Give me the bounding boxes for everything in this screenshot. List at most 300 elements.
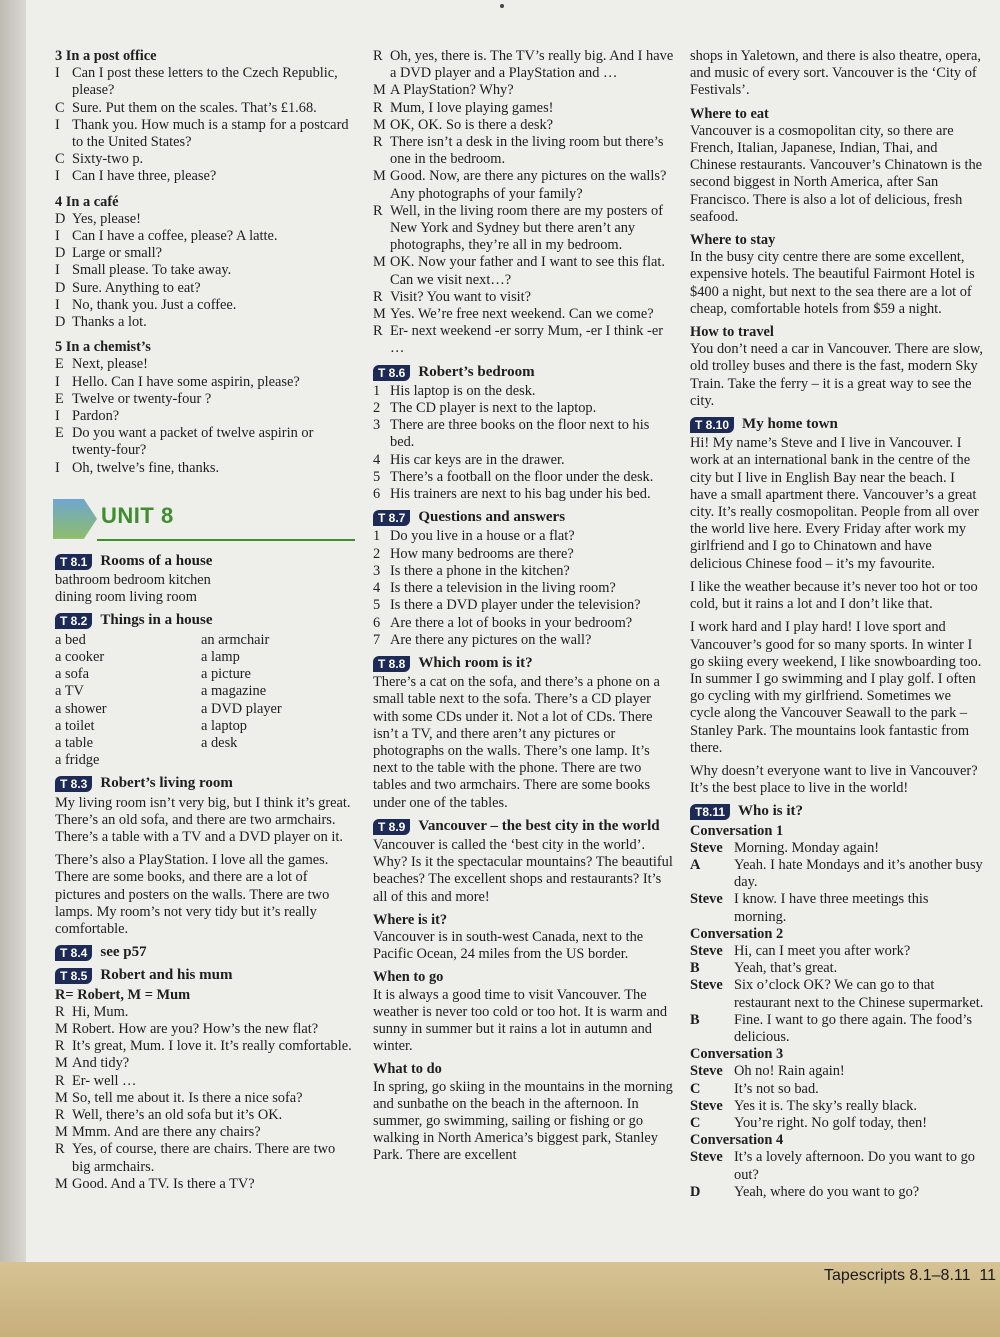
tapescript-title: Robert’s bedroom: [418, 363, 535, 380]
speaker: C: [690, 1114, 701, 1131]
line-text: Mum, I love playing games!: [390, 99, 554, 116]
word-item: a picture: [201, 666, 251, 683]
list-item: [373, 400, 675, 417]
numbered-list: [373, 383, 675, 503]
item-number: 4: [373, 451, 381, 468]
dialogue-line: [690, 1098, 984, 1115]
conversation-heading: Conversation 1: [690, 822, 784, 839]
item-number: 4: [373, 580, 381, 597]
speaker: M: [55, 1175, 68, 1192]
line-text: Thanks a lot.: [72, 314, 147, 331]
page-gutter: [0, 0, 26, 1337]
line-text: It’s great, Mum. I love it. It’s really comfortable.: [72, 1038, 352, 1055]
dialogue-line: [55, 1055, 355, 1072]
item-text: Do you live in a house or a flat?: [390, 528, 575, 545]
paragraph: Why doesn’t everyone want to live in Vancouver? It’s the best place to live in the world!: [690, 762, 978, 797]
word-item: a DVD player: [201, 700, 282, 717]
road-arrow-icon: [53, 499, 97, 539]
tapescript-title: My home town: [742, 416, 838, 433]
word-line: dining room living room: [55, 589, 197, 606]
dialogue-line: [373, 323, 675, 357]
tapescript-badge: T 8.8: [373, 656, 410, 672]
line-text: Six o’clock OK? We can go to that restaurant next to the Chinese supermarket.: [734, 977, 984, 1011]
subheading: Where to eat: [690, 105, 769, 122]
dialogue-line: [690, 1063, 984, 1080]
speaker: M: [373, 306, 386, 323]
speaker: R: [373, 99, 383, 116]
dialogue-line: [373, 203, 675, 255]
word-item: a cooker: [55, 648, 105, 665]
tapescript-badge: T 8.2: [55, 613, 92, 629]
speaker: R: [373, 323, 383, 340]
list-item: [373, 528, 675, 545]
tapescript-8-1: [55, 553, 355, 607]
paragraph: You don’t need a car in Vancouver. There are slow, old trolley buses and there is the fast, modern Sky Train. Take the ferry – it is a great way to see the city.: [690, 341, 983, 409]
dialogue-line: [690, 1081, 984, 1098]
item-text: His trainers are next to his bag under his bed.: [390, 486, 651, 503]
column-2: [373, 48, 675, 1171]
word-item: an armchair: [201, 631, 270, 648]
item-text: Is there a phone in the kitchen?: [390, 562, 570, 579]
dialogue-line: [55, 117, 355, 151]
line-text: OK. Now your father and I want to see this flat. Can we visit next…?: [390, 254, 665, 288]
dialogue-line: [690, 840, 984, 857]
word-item: a bed: [55, 631, 86, 648]
tapescript-8-3: [55, 775, 355, 938]
speaker: R: [373, 134, 383, 151]
dialogue-line: [55, 391, 355, 408]
word-item: a sofa: [55, 666, 89, 683]
item-text: Is there a television in the living room?: [390, 580, 616, 597]
list-item: [373, 417, 675, 451]
line-text: Er- well …: [72, 1072, 137, 1089]
speaker: M: [55, 1020, 68, 1037]
speaker: I: [55, 228, 60, 245]
speaker: I: [55, 296, 60, 313]
section-title: 3 In a post office: [55, 48, 157, 64]
line-text: Can I have a coffee, please? A latte.: [72, 228, 278, 245]
line-text: Sure. Put them on the scales. That’s £1.68.: [72, 99, 317, 116]
dialogue-line: [690, 1184, 984, 1201]
dialogue-line: [373, 134, 675, 168]
dialogue-line: [690, 960, 984, 977]
tapescript-badge: T 8.5: [55, 968, 92, 984]
line-text: It’s a lovely afternoon. Do you want to go out?: [734, 1149, 975, 1183]
footer-band: [0, 1262, 1000, 1337]
tapescript-badge: T8.11: [690, 804, 730, 820]
subheading: When to go: [373, 969, 444, 986]
dialogue-line: [55, 211, 355, 228]
dialogue-line: [55, 460, 355, 477]
word-item: a desk: [201, 734, 238, 751]
tapescript-8-10: [690, 416, 984, 797]
tapescript-8-11: [690, 803, 984, 1201]
speaker: C: [55, 151, 65, 168]
speaker: A: [690, 856, 701, 873]
speaker: M: [55, 1055, 68, 1072]
line-text: Yeah, where do you want to go?: [734, 1183, 920, 1200]
speaker: I: [55, 459, 60, 476]
line-text: Pardon?: [72, 408, 120, 425]
dialogue-line: [690, 943, 984, 960]
tapescript-title: Things in a house: [100, 612, 213, 629]
line-text: It’s not so bad.: [734, 1080, 819, 1097]
line-text: Thank you. How much is a stamp for a postcard to the United States?: [72, 116, 349, 151]
page-number: 11: [979, 1267, 996, 1284]
speaker: E: [55, 425, 64, 442]
item-text: There’s a football on the floor under the desk.: [390, 468, 654, 485]
line-text: Do you want a packet of twelve aspirin or twenty-four?: [72, 425, 314, 459]
speaker: E: [55, 356, 64, 373]
dialogue-line: [55, 297, 355, 314]
line-text: And tidy?: [72, 1055, 130, 1072]
tapescript-badge: T 8.10: [690, 417, 734, 433]
dialogue: [55, 65, 355, 185]
paragraph: I like the weather because it’s never too hot or too cold, but it rains a lot and I don’t like that.: [690, 578, 978, 613]
item-number: 3: [373, 562, 381, 579]
speaker: M: [373, 82, 386, 99]
column-3: [690, 48, 984, 1201]
section-cafe: [55, 194, 355, 332]
item-number: 5: [373, 597, 381, 614]
dialogue-line: [373, 254, 675, 288]
speaker: I: [55, 168, 60, 185]
list-item: [373, 597, 675, 614]
conversation-heading: Conversation 3: [690, 1046, 784, 1063]
line-text: Good. Now, are there any pictures on the walls? Any photographs of your family?: [390, 168, 667, 202]
item-number: 3: [373, 417, 381, 434]
line-text: Yes, of course, there are chairs. There are two big armchairs.: [72, 1141, 336, 1175]
dialogue-line: [690, 1012, 984, 1046]
line-text: Oh no! Rain again!: [734, 1063, 845, 1080]
speaker: I: [55, 262, 60, 279]
speaker: Steve: [690, 891, 723, 908]
speaker: M: [55, 1124, 68, 1141]
line-text: Yeah, that’s great.: [734, 960, 838, 977]
dialogue-line: [55, 1107, 355, 1124]
line-text: Fine. I want to go there again. The food’s delicious.: [734, 1011, 972, 1045]
tapescript-badge: T 8.1: [55, 554, 92, 570]
dialogue-line: [55, 65, 355, 99]
conversation-heading: Conversation 2: [690, 925, 784, 942]
line-text: Yeah. I hate Mondays and it’s another busy day.: [734, 856, 983, 891]
word-grid: [55, 632, 355, 770]
speaker: Steve: [690, 1149, 723, 1166]
dialogue-line: [55, 245, 355, 262]
list-item: [373, 615, 675, 632]
word-item: a TV: [55, 683, 84, 700]
tapescript-8-4: [55, 944, 355, 961]
line-text: Er- next weekend -er sorry Mum, -er I think -er …: [390, 323, 664, 357]
item-number: 6: [373, 614, 381, 631]
dialogue-line: [373, 100, 675, 117]
subheading: Where to stay: [690, 232, 776, 249]
paragraph: Vancouver is a cosmopolitan city, so there are French, Italian, Japanese, Indian, Thai, and Chinese restaurants. Vancouver’s Chinatown is the second biggest in North America, after San Francisco. There is also a lot of delicious, fresh seafood.: [690, 122, 983, 225]
line-text: There isn’t a desk in the living room but there’s one in the bedroom.: [390, 134, 664, 168]
tapescript-badge: T 8.6: [373, 365, 410, 381]
dialogue-line: [55, 151, 355, 168]
dialogue-line: [55, 1038, 355, 1055]
dialogue-line: [55, 1021, 355, 1038]
dialogue-line: [373, 117, 675, 134]
dialogue-line: [690, 1115, 984, 1132]
line-text: Hi, Mum.: [72, 1003, 129, 1020]
line-text: OK, OK. So is there a desk?: [390, 116, 554, 133]
word-item: a magazine: [201, 683, 267, 700]
dialogue: [55, 356, 355, 476]
unit-title: UNIT 8: [101, 502, 174, 528]
line-text: Mmm. And are there any chairs?: [72, 1124, 261, 1141]
item-number: 5: [373, 468, 381, 485]
speaker: R: [55, 1003, 65, 1020]
list-item: [373, 563, 675, 580]
tapescript-title: see p57: [100, 944, 147, 961]
section-title: 4 In a café: [55, 193, 119, 210]
tapescript-title: Who is it?: [738, 803, 804, 820]
dialogue-line: [55, 1073, 355, 1090]
speaker: Steve: [690, 839, 723, 856]
paragraph: In the busy city centre there are some excellent, expensive hotels. The beautiful Fairmont Hotel is $400 a night, but next to the sea there are a lot of cheap, comfortable hotels from $59 a night.: [690, 249, 975, 317]
line-text: I know. I have three meetings this morning.: [734, 891, 929, 925]
tapescript-8-9: [373, 818, 675, 1165]
speaker: R: [55, 1038, 65, 1055]
section-title: 5 In a chemist’s: [55, 339, 151, 356]
speaker: D: [55, 210, 66, 227]
speaker: I: [55, 116, 60, 133]
line-text: Oh, yes, there is. The TV’s really big. And I have a DVD player and a PlayStation and …: [390, 48, 674, 82]
paragraph: In spring, go skiing in the mountains in the morning and sunbathe on the beach in the afternoon. In summer, go swimming, sailing or fishing or go walking in North America’s biggest park, Stanley Park. There are excellent: [373, 1078, 673, 1164]
dialogue-line: [690, 1149, 984, 1183]
footer-label: [824, 1267, 996, 1285]
word-item: a laptop: [201, 717, 247, 734]
line-text: Yes it is. The sky’s really black.: [734, 1097, 917, 1114]
conversation-heading: Conversation 4: [690, 1132, 784, 1149]
tapescript-8-8: [373, 655, 675, 812]
dialogue-line: [55, 100, 355, 117]
item-number: 1: [373, 382, 381, 399]
dialogue-line: [373, 168, 675, 202]
tapescript-title: Rooms of a house: [100, 552, 213, 569]
tapescript-badge: T 8.9: [373, 819, 410, 835]
line-text: Sixty-two p.: [72, 151, 144, 168]
dialogue-line: [55, 1141, 355, 1175]
item-text: There are three books on the floor next to his bed.: [390, 417, 650, 451]
line-text: Robert. How are you? How’s the new flat?: [72, 1020, 319, 1037]
list-item: [373, 546, 675, 563]
line-text: Visit? You want to visit?: [390, 288, 532, 305]
speaker: C: [55, 99, 65, 116]
line-text: So, tell me about it. Is there a nice sofa?: [72, 1089, 303, 1106]
speaker: B: [690, 960, 700, 977]
line-text: Well, in the living room there are my posters of New York and Sydney but there aren’t any photographs, they’re all in my bedroom.: [390, 202, 663, 254]
speaker: D: [55, 245, 66, 262]
word-item: a lamp: [201, 648, 240, 665]
paragraph: It is always a good time to visit Vancouver. The weather is never too cold or too hot. It is warm and sunny in summer but it rains a lot in autumn and winter.: [373, 986, 668, 1055]
line-text: You’re right. No golf today, then!: [734, 1114, 928, 1131]
dialogue-line: [55, 1124, 355, 1141]
tapescript-badge: T 8.3: [55, 776, 92, 792]
unit-banner: [53, 497, 355, 545]
line-text: Good. And a TV. Is there a TV?: [72, 1175, 255, 1192]
dialogue-line: [55, 314, 355, 331]
footer-title: Tapescripts 8.1–8.11: [824, 1267, 971, 1284]
page-marker-dot: [500, 4, 504, 8]
speaker: Steve: [690, 1063, 723, 1080]
item-number: 2: [373, 545, 381, 562]
dialogue-line: [55, 356, 355, 373]
dialogue: [55, 211, 355, 331]
item-number: 2: [373, 400, 381, 417]
line-text: Large or small?: [72, 245, 163, 262]
list-item: [373, 580, 675, 597]
tapescript-title: Which room is it?: [418, 654, 533, 671]
item-text: Are there any pictures on the wall?: [390, 631, 592, 648]
item-text: Are there a lot of books in your bedroom?: [390, 614, 633, 631]
paragraph: There’s also a PlayStation. I love all the games. There are some books, and there are a lot of pictures and posters on the walls. There are two lamps. My room’s not very tidy but it’s really comfortable.: [55, 852, 330, 937]
section-chemist: [55, 339, 355, 477]
dialogue-line: [55, 280, 355, 297]
speaker: Steve: [690, 942, 723, 959]
item-number: 6: [373, 486, 381, 503]
item-text: His laptop is on the desk.: [390, 382, 536, 399]
dialogue: [55, 1004, 355, 1193]
dialogue-line: [55, 425, 355, 459]
paragraph: There’s a cat on the sofa, and there’s a phone on a small table next to the sofa. There’s a CD player with some CDs under it. Not a lot of CDs. There isn’t a TV, and there aren’t any pictures or photographs on the walls. There’s one lamp. It’s next to the table with the phone. There are two tables and two armchairs. There are some books under one of the tables.: [373, 674, 660, 811]
paragraph: Vancouver is called the ‘best city in the world’. Why? Is it the spectacular mountains? The beautiful beaches? The excellent shops and restaurants? It’s all of this and more!: [373, 836, 673, 905]
line-text: Oh, twelve’s fine, thanks.: [72, 459, 220, 476]
item-text: His car keys are in the drawer.: [390, 451, 565, 468]
line-text: Can I post these letters to the Czech Republic, please?: [72, 65, 338, 99]
speaker: M: [55, 1089, 68, 1106]
dialogue-line: [55, 374, 355, 391]
word-item: a shower: [55, 700, 107, 717]
dialogue-line: [690, 977, 984, 1011]
speaker: I: [55, 65, 60, 82]
line-text: Morning. Monday again!: [734, 839, 880, 856]
tapescript-title: Questions and answers: [418, 509, 566, 526]
paragraph: I work hard and I play hard! I love sport and Vancouver’s good for so many sports. In winter I go skiing every weekend, I like snowboarding too. In summer I go swimming and I play golf. I often go cycling with my girlfriend. Sometimes we cycle along the Vancouver Seawall to the park – Stanley Park. The mountains look fantastic from there.: [690, 619, 982, 756]
line-text: A PlayStation? Why?: [390, 82, 514, 99]
dialogue-line: [55, 1004, 355, 1021]
speaker: R: [373, 48, 383, 64]
speaker: B: [690, 1011, 700, 1028]
unit-rule: [97, 539, 355, 541]
list-item: [373, 632, 675, 649]
dialogue-line: [373, 48, 675, 82]
tapescript-badge: T 8.4: [55, 945, 92, 961]
conversations: [690, 823, 984, 1201]
line-text: Hello. Can I have some aspirin, please?: [72, 373, 300, 390]
speaker: D: [55, 279, 66, 296]
line-text: Sure. Anything to eat?: [72, 279, 201, 296]
item-number: 7: [373, 631, 381, 648]
dialogue-line: [55, 168, 355, 185]
speaker: Steve: [690, 1097, 723, 1114]
paragraph: My living room isn’t very big, but I think it’s great. There’s an old sofa, and there are two armchairs. There’s a table with a TV and a DVD player on it.: [55, 794, 351, 845]
word-item: [201, 752, 355, 769]
word-item: a toilet: [55, 717, 95, 734]
paragraph: Vancouver is in south-west Canada, next to the Pacific Ocean, 24 miles from the US border.: [373, 928, 644, 963]
speaker: M: [373, 168, 386, 185]
speaker: I: [55, 408, 60, 425]
dialogue-line: [55, 228, 355, 245]
dialogue-line: [55, 1090, 355, 1107]
subheading: Where is it?: [373, 911, 448, 928]
tapescript-8-2: [55, 612, 355, 769]
line-text: Yes. We’re free next weekend. Can we come?: [390, 306, 654, 323]
list-item: [373, 383, 675, 400]
subheading: How to travel: [690, 324, 774, 341]
line-text: No, thank you. Just a coffee.: [72, 296, 237, 313]
dialogue-line: [373, 289, 675, 306]
column-1: [55, 48, 355, 1193]
list-item: [373, 486, 675, 503]
speaker: M: [373, 254, 386, 271]
item-text: The CD player is next to the laptop.: [390, 400, 597, 417]
dialogue-line: [55, 262, 355, 279]
speaker: R: [55, 1141, 65, 1158]
item-text: Is there a DVD player under the television?: [390, 597, 641, 614]
tapescript-title: Vancouver – the best city in the world: [418, 817, 660, 834]
word-item: a table: [55, 734, 93, 751]
dialogue-line: [690, 857, 984, 891]
speaker: Steve: [690, 977, 723, 994]
tapescript-8-7: [373, 509, 675, 649]
paragraph: Hi! My name’s Steve and I live in Vancouver. I work at an international bank in the centre of the city but I live in English Bay near the beach. I have a small apartment there. Vancouver’s a great city. It’s really cosmopolitan. People from all over the world live here. Every Friday after work my girlfriend and I go to Chinatown and have delicious Chinese food – it’s my favourite.: [690, 435, 979, 572]
tapescript-title: Robert and his mum: [100, 967, 233, 984]
speaker: M: [373, 116, 386, 133]
dialogue-line: [373, 82, 675, 99]
dialogue-line: [55, 1176, 355, 1193]
line-text: Next, please!: [72, 356, 148, 373]
dialogue-line: [55, 408, 355, 425]
dialogue-line: [373, 306, 675, 323]
line-text: Can I have three, please?: [72, 168, 217, 185]
list-item: [373, 452, 675, 469]
speaker: D: [690, 1183, 701, 1200]
item-number: 1: [373, 528, 381, 545]
list-item: [373, 469, 675, 486]
line-text: Well, there’s an old sofa but it’s OK.: [72, 1106, 283, 1123]
speaker: D: [55, 314, 66, 331]
numbered-list: [373, 528, 675, 648]
line-text: Twelve or twenty-four ?: [72, 390, 212, 407]
dialogue-continued: [373, 48, 675, 358]
speaker: R: [373, 202, 383, 219]
speaker: E: [55, 390, 64, 407]
speaker: C: [690, 1080, 701, 1097]
item-text: How many bedrooms are there?: [390, 545, 574, 562]
word-item: a fridge: [55, 752, 100, 769]
subheading: What to do: [373, 1061, 442, 1078]
speaker: I: [55, 373, 60, 390]
speaker-key: R= Robert, M = Mum: [55, 986, 191, 1003]
tapescript-8-6: [373, 364, 675, 504]
tapescript-title: Robert’s living room: [100, 775, 233, 792]
tapescript-badge: T 8.7: [373, 510, 410, 526]
section-post-office: [55, 48, 355, 186]
line-text: Yes, please!: [72, 210, 141, 227]
speaker: R: [373, 288, 383, 305]
speaker: R: [55, 1072, 65, 1089]
word-line: bathroom bedroom kitchen: [55, 572, 211, 589]
speaker: R: [55, 1106, 65, 1123]
dialogue-line: [690, 891, 984, 925]
tapescript-8-5: [55, 967, 355, 1193]
line-text: Hi, can I meet you after work?: [734, 942, 911, 959]
line-text: Small please. To take away.: [72, 262, 232, 279]
paragraph: shops in Yaletown, and there is also theatre, opera, and music of every sort. Vancouver is the ‘City of Festivals’.: [690, 48, 981, 99]
